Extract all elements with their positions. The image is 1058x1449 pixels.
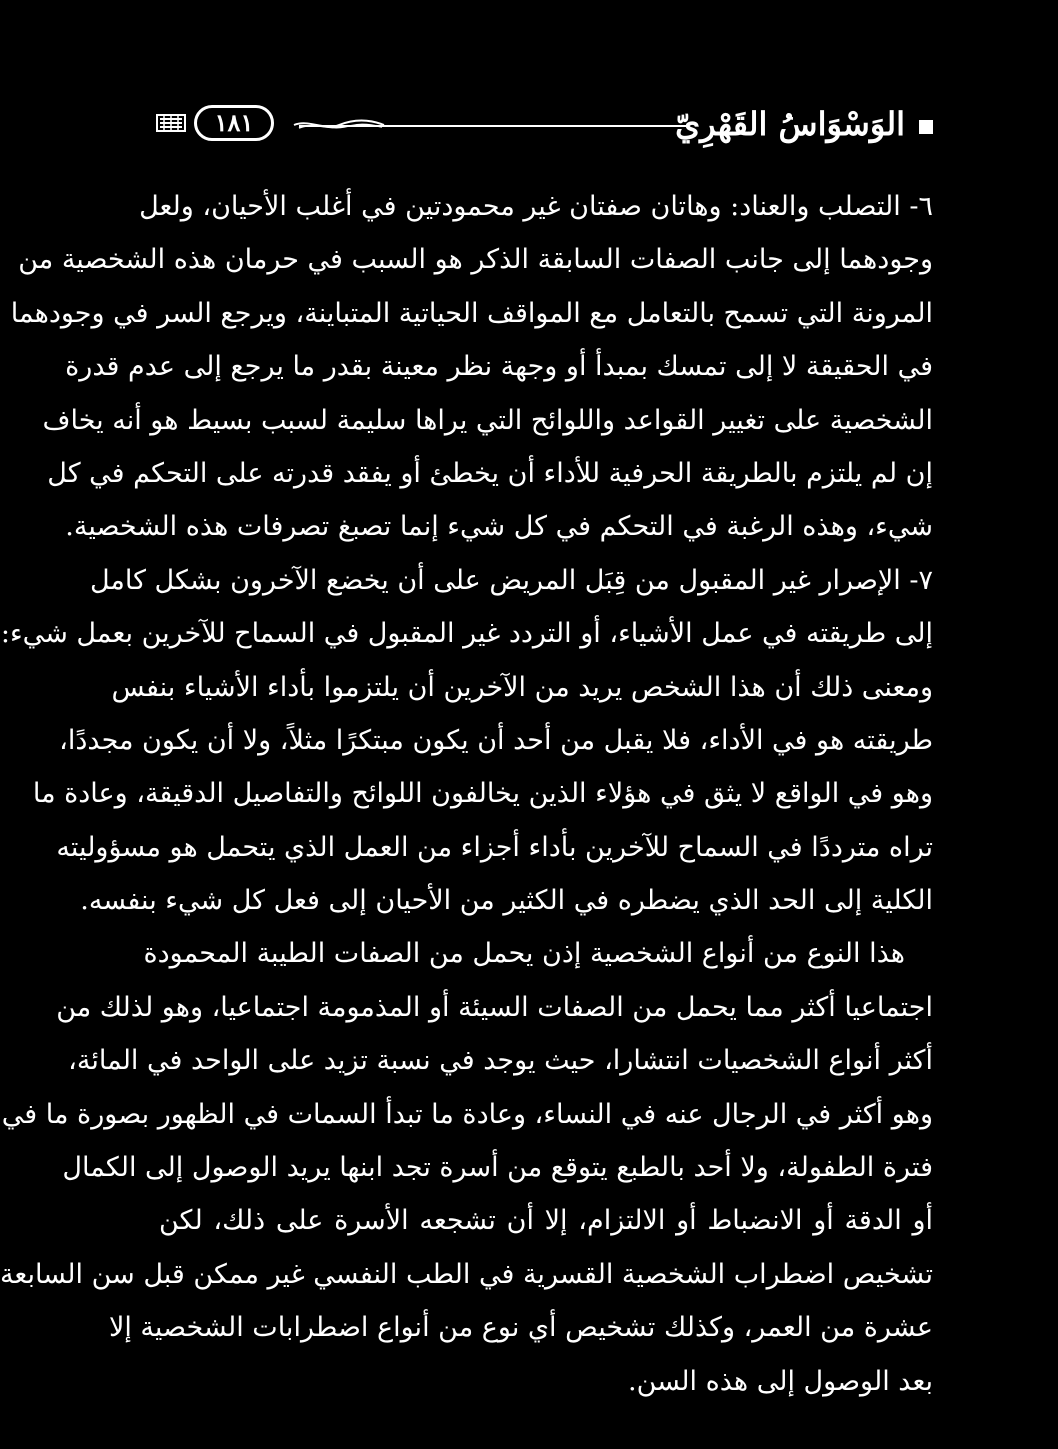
text-line: ٧- الإصرار غير المقبول من قِبَل المريض على أن يخضع الآخرون بشكل كامل <box>89 564 933 596</box>
text-line: أكثر أنواع الشخصيات انتشارا، حيث يوجد في نسبة تزيد على الواحد في المائة، <box>68 1045 933 1077</box>
text-line: وهو في الواقع لا يثق في هؤلاء الذين يخالفون اللوائح والتفاصيل الدقيقة، وعادة ما <box>32 778 933 810</box>
text-line: ومعنى ذلك أن هذا الشخص يريد من الآخرين أن يلتزموا بأداء الأشياء بنفس <box>111 671 933 703</box>
text-line: عشرة من العمر، وكذلك تشخيص أي نوع من أنواع اضطرابات الشخصية إلا <box>108 1312 933 1344</box>
text-line: هذا النوع من أنواع الشخصية إذن يحمل من الصفات الطيبة المحمودة <box>143 938 905 970</box>
header-square-bullet <box>919 120 933 134</box>
text-line: وهو أكثر في الرجال عنه في النساء، وعادة ما تبدأ السمات في الظهور بصورة ما في <box>1 1098 933 1130</box>
text-line: تشخيص اضطراب الشخصية القسرية في الطب النفسي غير ممكن قبل سن السابعة <box>0 1258 933 1290</box>
text-line: طريقته هو في الأداء، فلا يقبل من أحد أن يكون مبتكرًا مثلاً، ولا أن يكون مجددًا، <box>59 724 933 756</box>
text-line: بعد الوصول إلى هذه السن. <box>628 1365 933 1397</box>
body-text <box>0 180 933 1408</box>
page-number-badge <box>194 105 274 141</box>
text-line: الشخصية على تغيير القواعد واللوائح التي يراها سليمة لسبب بسيط هو أنه يخاف <box>42 404 933 436</box>
page-header <box>154 100 933 150</box>
text-line: شيء، وهذه الرغبة في التحكم في كل شيء إنما تصبغ تصرفات هذه الشخصية. <box>65 511 933 543</box>
page-number: ١٨١ <box>214 108 254 137</box>
text-line: أو الدقة أو الانضباط أو الالتزام، إلا أن تشجعه الأسرة على ذلك، لكن <box>159 1205 933 1237</box>
text-line: الكلية إلى الحد الذي يضطره في الكثير من الأحيان إلى فعل كل شيء بنفسه. <box>80 885 933 917</box>
text-line: في الحقيقة لا إلى تمسك بمبدأ أو وجهة نظر معينة بقدر ما يرجع إلى عدم قدرة <box>65 351 933 383</box>
text-line: اجتماعيا أكثر مما يحمل من الصفات السيئة أو المذمومة اجتماعيا، وهو لذلك من <box>56 991 933 1023</box>
text-line: فترة الطفولة، ولا أحد بالطبع يتوقع من أسرة تجد ابنها يريد الوصول إلى الكمال <box>62 1152 933 1184</box>
text-line: إن لم يلتزم بالطريقة الحرفية للأداء أن يخطئ أو يفقد قدرته على التحكم في كل <box>47 457 933 489</box>
text-line: إلى طريقته في عمل الأشياء، أو التردد غير المقبول في السماح للآخرين بعمل شيء: <box>0 618 933 650</box>
text-line: ٦- التصلب والعناد: وهاتان صفتان غير محمودتين في أغلب الأحيان، ولعل <box>139 191 933 222</box>
corner-ornament-icon <box>156 113 186 133</box>
running-title: الوَسْوَاسُ القَهْرِيّ <box>675 105 905 143</box>
text-line: وجودهما إلى جانب الصفات السابقة الذكر هو السبب في حرمان هذه الشخصية من <box>18 244 933 276</box>
text-line: المرونة التي تسمح بالتعامل مع المواقف الحياتية المتباينة، ويرجع السر في وجودهما <box>10 297 933 329</box>
text-line: تراه مترددًا في السماح للآخرين بأداء أجزاء من العمل الذي يتحمل هو مسؤوليته <box>56 831 933 863</box>
header-flourish-icon <box>294 119 384 131</box>
